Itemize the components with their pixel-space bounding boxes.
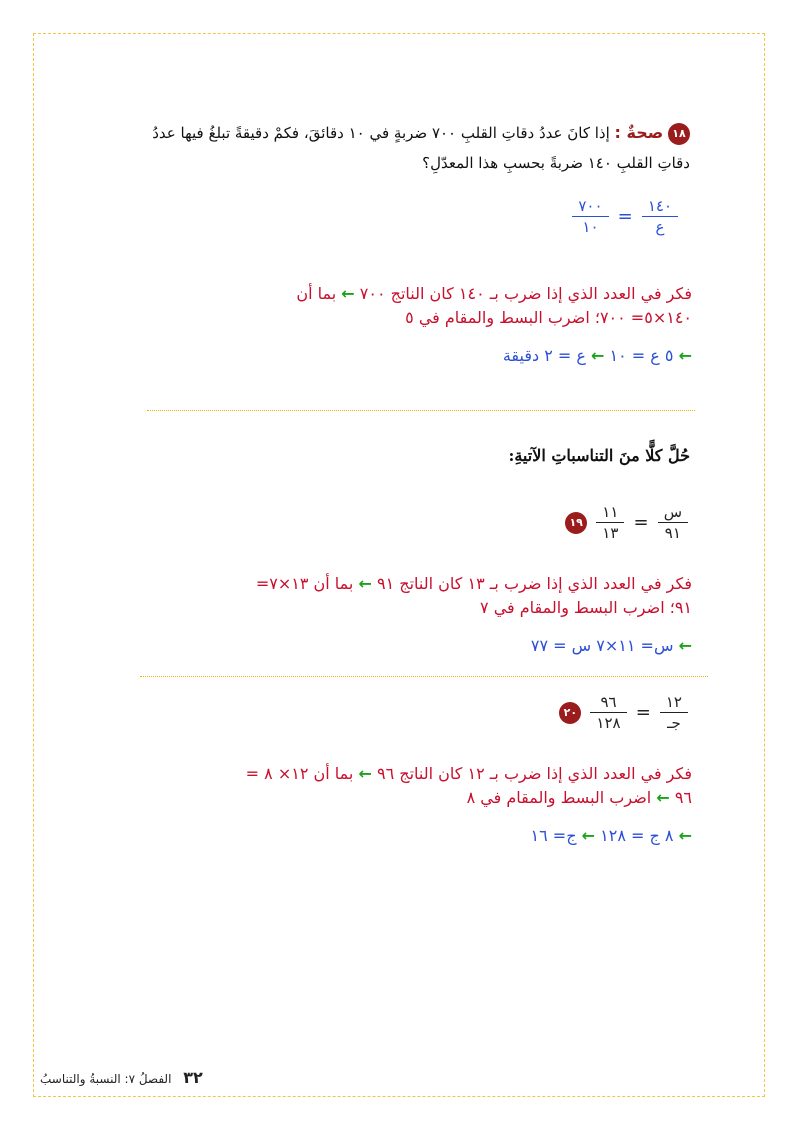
solution-text: فكر في العدد الذي إذا ضرب بـ ١٤٠ كان الناتج ٧٠٠: [359, 284, 692, 303]
problem-18-heading: صحةٌ :: [614, 123, 664, 142]
fraction-denominator: ع: [655, 218, 665, 236]
problem-20-solution: [72, 762, 692, 810]
answer-result: ج= ١٦: [530, 826, 577, 845]
answer-step: ٨ ج = ١٢٨: [600, 826, 674, 845]
arrow-left-icon: ←: [358, 764, 372, 783]
fraction-numerator: ١٤٠: [642, 196, 678, 217]
section-instruction: حُلَّ كلًّا منَ التناسباتِ الآتيةِ:: [508, 446, 690, 465]
solution-text: بما أن ١٢× ٨ =: [245, 764, 354, 783]
answer-result: ع = ٢ دقيقة: [502, 346, 586, 365]
answer-result: س= ١١×٧ س = ٧٧: [530, 636, 674, 655]
problem-18-answer: [503, 346, 692, 365]
solution-text: ٩٦: [674, 788, 692, 807]
fraction-numerator: ٧٠٠: [572, 196, 608, 217]
problem-18-solution-line-2: ١٤٠×٥= ٧٠٠؛ اضرب البسط والمقام في ٥: [405, 308, 692, 327]
problem-20-solution-line-1: [72, 762, 692, 786]
problem-18-solution: [132, 282, 692, 330]
problem-20-solution-line-2: [72, 786, 692, 810]
problem-18-proportion: [568, 196, 682, 237]
equals-sign: =: [633, 512, 649, 533]
problem-19-answer: [531, 636, 692, 655]
fraction-numerator: ٩٦: [590, 692, 626, 713]
problem-20-answer: [531, 826, 692, 845]
problem-18-text: إذا كانَ عددُ دقاتِ القلبِ ٧٠٠ ضربةٍ في ١٠ دقائقَ، فكمْ دقيقةً تبلغُ فيها عددُ دقاتِ القلبِ ١٤٠ ضربةً بحسبِ هذا المعدّلِ؟: [152, 124, 690, 172]
problem-18-fraction-right: [572, 196, 608, 237]
fraction-denominator: جـ: [667, 714, 681, 732]
page-border: [33, 33, 765, 1097]
dotted-separator: [147, 410, 695, 411]
problem-18-fraction-left: [642, 196, 678, 237]
arrow-left-icon: ←: [591, 346, 605, 365]
problem-19-solution-line-2: ٩١؛ اضرب البسط والمقام في ٧: [480, 598, 692, 617]
arrow-left-icon: ←: [656, 788, 670, 807]
problem-20-fraction-right: [660, 692, 688, 733]
solution-text: فكر في العدد الذي إذا ضرب بـ ١٢ كان الناتج ٩٦: [376, 764, 692, 783]
dotted-separator: [140, 676, 708, 677]
fraction-denominator: ١٣: [602, 524, 619, 542]
problem-19-solution-line-1: [92, 572, 692, 596]
problem-19-solution: [92, 572, 692, 620]
problem-19-fraction-left: [596, 502, 624, 543]
page-number: ٣٢: [183, 1068, 203, 1087]
arrow-left-icon: ←: [358, 574, 372, 593]
solution-text: فكر في العدد الذي إذا ضرب بـ ١٣ كان الناتج ٩١: [376, 574, 692, 593]
solution-text: بما أن ١٣×٧=: [255, 574, 354, 593]
page-footer: [40, 1068, 203, 1087]
problem-20-proportion: [559, 692, 692, 733]
problem-18-solution-line-1: [132, 282, 692, 306]
problem-18-number: ١٨: [668, 123, 690, 145]
answer-step: ٥ ع = ١٠: [609, 346, 674, 365]
arrow-left-icon: ←: [581, 826, 596, 845]
problem-19-number: ١٩: [565, 512, 587, 534]
fraction-denominator: ٩١: [664, 524, 681, 542]
arrow-left-icon: ←: [678, 826, 692, 845]
problem-19-fraction-right: [658, 502, 688, 543]
fraction-denominator: ١٢٨: [596, 714, 621, 732]
arrow-left-icon: ←: [678, 346, 692, 365]
problem-18-statement: [120, 118, 690, 178]
solution-text: بما أن: [296, 284, 337, 303]
arrow-left-icon: ←: [678, 636, 692, 655]
problem-20-number: ٢٠: [559, 702, 581, 724]
solution-text: اضرب البسط والمقام في ٨: [466, 788, 652, 807]
arrow-left-icon: ←: [341, 284, 355, 303]
fraction-numerator: ١١: [596, 502, 624, 523]
fraction-numerator: س: [658, 502, 688, 523]
chapter-title: الفصلُ ٧: النسبةُ والتناسبُ: [40, 1072, 172, 1086]
equals-sign: =: [635, 702, 651, 723]
problem-20-fraction-left: [590, 692, 626, 733]
equals-sign: =: [617, 206, 633, 227]
problem-19-proportion: [565, 502, 692, 543]
fraction-denominator: ١٠: [582, 218, 599, 236]
fraction-numerator: ١٢: [660, 692, 688, 713]
